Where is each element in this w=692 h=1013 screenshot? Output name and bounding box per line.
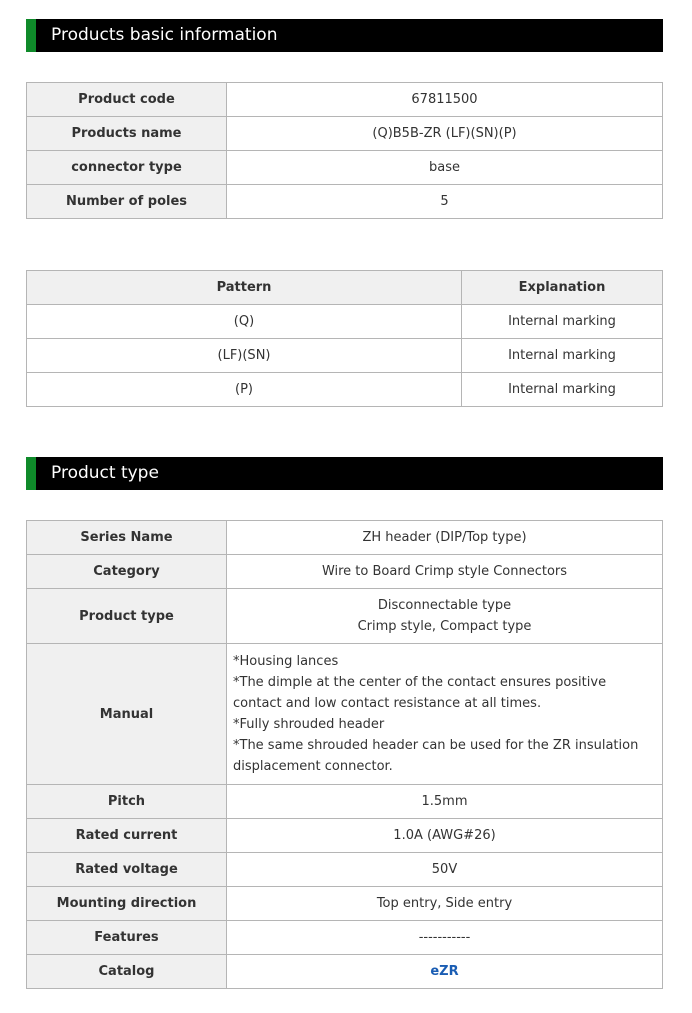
table-row: [27, 921, 663, 955]
rated-voltage-value: 50V: [227, 853, 663, 887]
manual-label: Manual: [27, 644, 227, 785]
basic-info-table: [26, 82, 663, 219]
connector-type-value: base: [227, 151, 663, 185]
series-name-value: ZH header (DIP/Top type): [227, 521, 663, 555]
section-title-product-type: Product type: [26, 457, 663, 490]
table-row: [27, 555, 663, 589]
manual-line: *Fully shrouded header: [233, 717, 385, 732]
table-row: [27, 83, 663, 117]
table-row: [27, 853, 663, 887]
table-row: [27, 521, 663, 555]
manual-line: *The same shrouded header can be used for the ZR insulation displacement connector.: [233, 738, 639, 774]
connector-type-label: connector type: [27, 151, 227, 185]
manual-line: *Housing lances: [233, 654, 339, 669]
series-name-label: Series Name: [27, 521, 227, 555]
table-row: [27, 305, 663, 339]
features-label: Features: [27, 921, 227, 955]
pattern-table: [26, 270, 663, 407]
pitch-value: 1.5mm: [227, 785, 663, 819]
pitch-label: Pitch: [27, 785, 227, 819]
features-value: -----------: [227, 921, 663, 955]
table-row: [27, 373, 663, 407]
explanation-cell: Internal marking: [462, 305, 663, 339]
table-row: [27, 589, 663, 644]
explanation-header: Explanation: [462, 271, 663, 305]
number-of-poles-value: 5: [227, 185, 663, 219]
manual-line: *The dimple at the center of the contact ensures positive contact and low contact resistance at all times.: [233, 675, 607, 711]
catalog-link[interactable]: eZR: [430, 964, 459, 979]
pattern-cell: (LF)(SN): [27, 339, 462, 373]
table-row: [27, 785, 663, 819]
product-code-label: Product code: [27, 83, 227, 117]
mounting-direction-label: Mounting direction: [27, 887, 227, 921]
product-type-label: Product type: [27, 589, 227, 644]
product-type-table: [26, 520, 663, 989]
pattern-cell: (P): [27, 373, 462, 407]
product-type-line: Disconnectable type: [377, 598, 512, 613]
products-name-label: Products name: [27, 117, 227, 151]
table-header-row: [27, 271, 663, 305]
explanation-cell: Internal marking: [462, 373, 663, 407]
table-row: [27, 151, 663, 185]
table-row: [27, 887, 663, 921]
mounting-direction-value: Top entry, Side entry: [227, 887, 663, 921]
table-row: [27, 185, 663, 219]
products-name-value: (Q)B5B-ZR (LF)(SN)(P): [227, 117, 663, 151]
table-row: [27, 955, 663, 989]
rated-voltage-label: Rated voltage: [27, 853, 227, 887]
rated-current-value: 1.0A (AWG#26): [227, 819, 663, 853]
category-value: Wire to Board Crimp style Connectors: [227, 555, 663, 589]
rated-current-label: Rated current: [27, 819, 227, 853]
number-of-poles-label: Number of poles: [27, 185, 227, 219]
product-code-value: 67811500: [227, 83, 663, 117]
catalog-cell: [227, 955, 663, 989]
section-title-basic: Products basic information: [26, 19, 663, 52]
explanation-cell: Internal marking: [462, 339, 663, 373]
product-type-value: [227, 589, 663, 644]
pattern-header: Pattern: [27, 271, 462, 305]
manual-value: [227, 644, 663, 785]
product-type-line: Crimp style, Compact type: [357, 619, 532, 634]
table-row: [27, 819, 663, 853]
pattern-cell: (Q): [27, 305, 462, 339]
table-row: [27, 339, 663, 373]
category-label: Category: [27, 555, 227, 589]
catalog-label: Catalog: [27, 955, 227, 989]
table-row: [27, 117, 663, 151]
table-row: [27, 644, 663, 785]
